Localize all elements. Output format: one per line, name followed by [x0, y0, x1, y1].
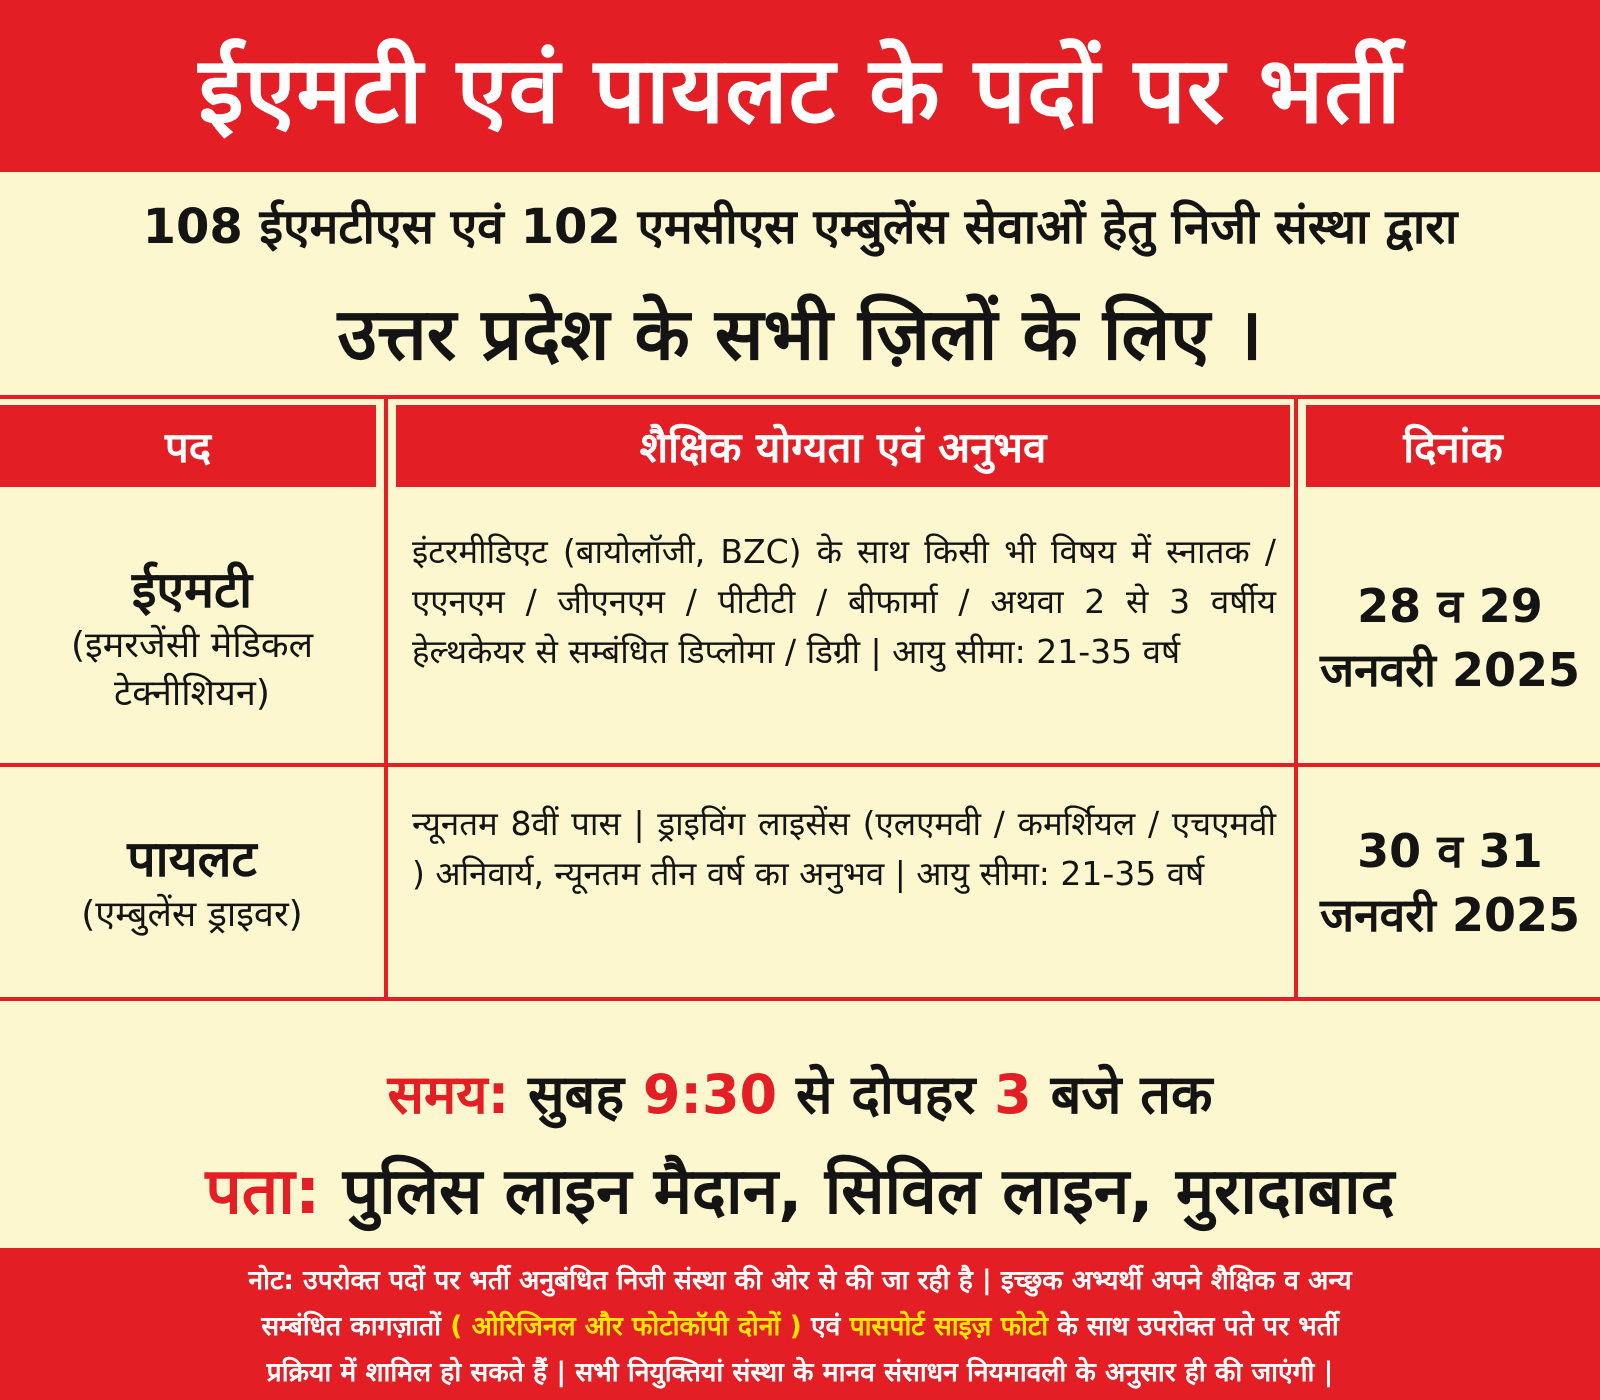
table-row-emt-date — [1300, 515, 1600, 760]
recruitment-table — [0, 395, 1600, 1020]
note-line — [20, 1304, 1580, 1350]
table-row-divider — [0, 763, 1600, 767]
qualification-text: न्यूनतम 8वीं पास | ड्राइविंग लाइसेंस (एलएमवी / कमर्शियल / एचएमवी ) अनिवार्य, न्यूनतम तीन वर्ष का अनुभव | आयु सीमा: 21-35 वर्ष — [412, 804, 1276, 893]
note-text: एवं — [810, 1311, 841, 1342]
poster-title: ईएमटी एवं पायलट के पदों पर भर्ती — [198, 36, 1402, 144]
post-fullname: टेक्नीशियन) — [114, 672, 270, 714]
post-title: ईएमटी — [131, 560, 253, 619]
note-line: प्रक्रिया में शामिल हो सकते हैं | सभी नियुक्तियां संस्था के मानव संसाधन नियमावली के अनुसार ही की जाएंगी | — [266, 1357, 1334, 1388]
date-days: 28 व 29 — [1357, 578, 1543, 633]
note-line: नोट: उपरोक्त पदों पर भर्ती अनुबंधित निजी संस्था की ओर से की जा रही है | इच्छुक अभ्यर्थी अपने शैक्षिक व अन्य — [248, 1265, 1352, 1296]
table-row-pilot-date — [1300, 785, 1600, 980]
post-fullname: (एम्बुलेंस ड्राइवर) — [81, 893, 303, 935]
timing-text: से दोपहर — [795, 1063, 976, 1126]
title-banner — [0, 0, 1600, 172]
timing-line — [0, 1055, 1600, 1129]
intro-line: 108 ईएमटीएस एवं 102 एमसीएस एम्बुलेंस सेवाओं हेतु निजी संस्था द्वारा — [142, 199, 1458, 255]
date-days: 30 व 31 — [1357, 823, 1543, 878]
timing-text: सुबह — [527, 1063, 624, 1126]
note-text: के साथ उपरोक्त पते पर भर्ती — [1057, 1311, 1339, 1342]
table-border-top — [0, 395, 1600, 399]
header-date: दिनांक — [1306, 405, 1600, 487]
date-month-year: जनवरी 2025 — [1319, 642, 1580, 697]
post-fullname: (इमरजेंसी मेडिकल — [71, 624, 313, 666]
table-border-bottom — [0, 997, 1600, 1001]
header-post: पद — [0, 405, 376, 487]
address-label: पता: — [205, 1155, 321, 1229]
table-row-emt-post — [0, 515, 384, 760]
note-text: सम्बंधित कागज़ातों — [261, 1311, 441, 1342]
note-box — [0, 1248, 1600, 1400]
address-value: पुलिस लाइन मैदान, सिविल लाइन, मुरादाबाद — [342, 1155, 1395, 1229]
table-row-pilot-post — [0, 775, 384, 990]
state-line: उत्तर प्रदेश के सभी ज़िलों के लिए । — [337, 292, 1263, 376]
qualification-text: इंटरमीडिएट (बायोलॉजी, BZC) के साथ किसी भी विषय में स्नातक / एएनएम / जीएनएम / पीटीटी / बीफार्मा / अथवा 2 से 3 वर्षीय हेल्थकेयर से सम्बंधित डिप्लोमा / डिग्री | आयु सीमा: 21-35 वर्ष — [412, 532, 1276, 671]
timing-label: समय: — [387, 1063, 510, 1126]
timing-start: 9:30 — [642, 1063, 778, 1126]
date-month-year: जनवरी 2025 — [1319, 887, 1580, 942]
table-column-divider — [1294, 395, 1298, 1001]
post-title: पायलट — [127, 829, 257, 888]
header-qualification: शैक्षिक योग्यता एवं अनुभव — [396, 405, 1290, 487]
timing-text: बजे तक — [1050, 1063, 1213, 1126]
table-column-divider — [384, 395, 388, 1001]
address-line — [0, 1145, 1600, 1232]
note-highlight: ( ओरिजिनल और फोटोकॉपी दोनों ) — [450, 1311, 802, 1342]
note-highlight: पासपोर्ट साइज़ फोटो — [849, 1311, 1049, 1342]
timing-end: 3 — [994, 1063, 1032, 1126]
